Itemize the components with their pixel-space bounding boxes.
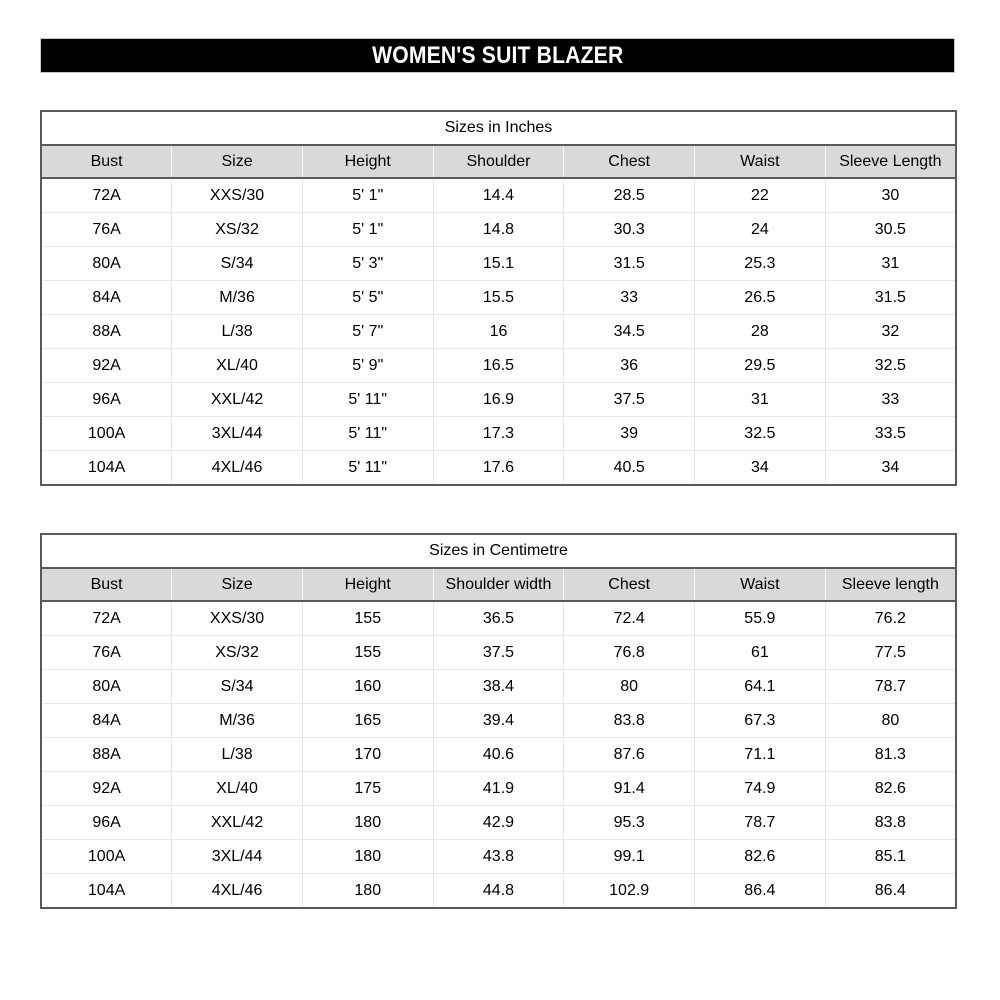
table-row bbox=[41, 772, 956, 806]
table-cell: 17.3 bbox=[433, 417, 564, 451]
table-row bbox=[41, 738, 956, 772]
table-cell: 32 bbox=[825, 315, 956, 349]
table-cell: 100A bbox=[41, 417, 172, 451]
table-cell: 31 bbox=[825, 247, 956, 281]
table-cell: 80A bbox=[41, 247, 172, 281]
table-cell: 100A bbox=[41, 840, 172, 874]
table-cell: 4XL/46 bbox=[172, 874, 303, 909]
table-cell: 92A bbox=[41, 349, 172, 383]
table-cell: 91.4 bbox=[564, 772, 695, 806]
table-cell: 72A bbox=[41, 601, 172, 636]
table-cell: 180 bbox=[302, 840, 433, 874]
table-cell: XL/40 bbox=[172, 772, 303, 806]
table-title: Sizes in Inches bbox=[41, 111, 956, 145]
table-cell: 42.9 bbox=[433, 806, 564, 840]
column-header: Sleeve Length bbox=[825, 145, 956, 178]
column-header: Waist bbox=[695, 568, 826, 601]
table-cell: 85.1 bbox=[825, 840, 956, 874]
table-cell: 74.9 bbox=[695, 772, 826, 806]
table-cell: 37.5 bbox=[564, 383, 695, 417]
table-cell: 165 bbox=[302, 704, 433, 738]
table-cell: 44.8 bbox=[433, 874, 564, 909]
column-header: Bust bbox=[41, 145, 172, 178]
table-cell: 5' 11" bbox=[302, 383, 433, 417]
table-cell: 14.4 bbox=[433, 178, 564, 213]
table-cell: 40.6 bbox=[433, 738, 564, 772]
table-cell: L/38 bbox=[172, 738, 303, 772]
table-cell: 32.5 bbox=[825, 349, 956, 383]
table-cell: 24 bbox=[695, 213, 826, 247]
column-header: Chest bbox=[564, 568, 695, 601]
table-cell: 16 bbox=[433, 315, 564, 349]
table-row bbox=[41, 349, 956, 383]
column-header: Size bbox=[172, 568, 303, 601]
table-cell: 84A bbox=[41, 704, 172, 738]
table-cell: 36 bbox=[564, 349, 695, 383]
table-row bbox=[41, 178, 956, 213]
table-cell: 80 bbox=[564, 670, 695, 704]
table-row bbox=[41, 840, 956, 874]
table-cell: 76.8 bbox=[564, 636, 695, 670]
table-row bbox=[41, 281, 956, 315]
table-cell: M/36 bbox=[172, 281, 303, 315]
table-cell: 88A bbox=[41, 738, 172, 772]
table-cell: 33.5 bbox=[825, 417, 956, 451]
table-cell: 86.4 bbox=[695, 874, 826, 909]
table-cell: 76A bbox=[41, 636, 172, 670]
column-header: Height bbox=[302, 568, 433, 601]
table-cell: 15.5 bbox=[433, 281, 564, 315]
table-cell: 88A bbox=[41, 315, 172, 349]
table-row bbox=[41, 874, 956, 909]
table-row bbox=[41, 315, 956, 349]
table-cell: 31.5 bbox=[825, 281, 956, 315]
table-cell: 5' 3" bbox=[302, 247, 433, 281]
table-cell: 30.3 bbox=[564, 213, 695, 247]
table-cell: 77.5 bbox=[825, 636, 956, 670]
table-cell: 84A bbox=[41, 281, 172, 315]
table-row bbox=[41, 806, 956, 840]
table-cell: 82.6 bbox=[825, 772, 956, 806]
page-title: WOMEN'S SUIT BLAZER bbox=[371, 41, 624, 69]
table-cell: 170 bbox=[302, 738, 433, 772]
table-cell: 78.7 bbox=[825, 670, 956, 704]
table-cell: 31.5 bbox=[564, 247, 695, 281]
table-cell: 55.9 bbox=[695, 601, 826, 636]
table-cell: 38.4 bbox=[433, 670, 564, 704]
table-cell: 33 bbox=[564, 281, 695, 315]
table-title-row bbox=[41, 534, 956, 568]
table-cell: M/36 bbox=[172, 704, 303, 738]
table-cell: XS/32 bbox=[172, 636, 303, 670]
table-cell: 82.6 bbox=[695, 840, 826, 874]
table-cell: 83.8 bbox=[564, 704, 695, 738]
column-header: Waist bbox=[695, 145, 826, 178]
table-cell: 95.3 bbox=[564, 806, 695, 840]
column-header: Shoulder bbox=[433, 145, 564, 178]
column-header: Shoulder width bbox=[433, 568, 564, 601]
size-table bbox=[40, 533, 957, 909]
table-cell: 96A bbox=[41, 806, 172, 840]
table-cell: 33 bbox=[825, 383, 956, 417]
table-cell: 87.6 bbox=[564, 738, 695, 772]
column-header: Size bbox=[172, 145, 303, 178]
table-cell: 175 bbox=[302, 772, 433, 806]
table-cell: 34 bbox=[695, 451, 826, 486]
table-cell: 26.5 bbox=[695, 281, 826, 315]
table-cell: 72.4 bbox=[564, 601, 695, 636]
table-cell: 39 bbox=[564, 417, 695, 451]
table-cell: 86.4 bbox=[825, 874, 956, 909]
table-cell: 160 bbox=[302, 670, 433, 704]
column-header: Bust bbox=[41, 568, 172, 601]
table-cell: 14.8 bbox=[433, 213, 564, 247]
table-cell: 3XL/44 bbox=[172, 417, 303, 451]
table-cell: 92A bbox=[41, 772, 172, 806]
table-cell: 37.5 bbox=[433, 636, 564, 670]
table-cell: 102.9 bbox=[564, 874, 695, 909]
table-cell: S/34 bbox=[172, 247, 303, 281]
table-cell: 155 bbox=[302, 636, 433, 670]
table-cell: 67.3 bbox=[695, 704, 826, 738]
page-title-banner bbox=[40, 38, 955, 73]
table-cell: 5' 5" bbox=[302, 281, 433, 315]
column-header: Height bbox=[302, 145, 433, 178]
table-cell: 5' 1" bbox=[302, 178, 433, 213]
table-cell: 80 bbox=[825, 704, 956, 738]
sizes-in-centimetre-table bbox=[40, 533, 957, 909]
table-cell: 16.5 bbox=[433, 349, 564, 383]
table-cell: S/34 bbox=[172, 670, 303, 704]
table-cell: 30.5 bbox=[825, 213, 956, 247]
table-cell: 76A bbox=[41, 213, 172, 247]
column-header: Sleeve length bbox=[825, 568, 956, 601]
table-cell: XL/40 bbox=[172, 349, 303, 383]
table-cell: XXL/42 bbox=[172, 806, 303, 840]
table-cell: 17.6 bbox=[433, 451, 564, 486]
table-cell: 180 bbox=[302, 874, 433, 909]
table-cell: 39.4 bbox=[433, 704, 564, 738]
table-cell: 61 bbox=[695, 636, 826, 670]
table-cell: 5' 7" bbox=[302, 315, 433, 349]
table-cell: 36.5 bbox=[433, 601, 564, 636]
size-table bbox=[40, 110, 957, 486]
table-row bbox=[41, 451, 956, 486]
table-cell: 25.3 bbox=[695, 247, 826, 281]
table-cell: 16.9 bbox=[433, 383, 564, 417]
table-cell: 99.1 bbox=[564, 840, 695, 874]
table-cell: 34 bbox=[825, 451, 956, 486]
table-cell: 15.1 bbox=[433, 247, 564, 281]
table-title-row bbox=[41, 111, 956, 145]
table-cell: 5' 11" bbox=[302, 417, 433, 451]
table-title: Sizes in Centimetre bbox=[41, 534, 956, 568]
table-cell: XXS/30 bbox=[172, 601, 303, 636]
table-cell: 3XL/44 bbox=[172, 840, 303, 874]
table-cell: 76.2 bbox=[825, 601, 956, 636]
table-row bbox=[41, 417, 956, 451]
table-cell: 180 bbox=[302, 806, 433, 840]
table-cell: 41.9 bbox=[433, 772, 564, 806]
table-row bbox=[41, 670, 956, 704]
table-row bbox=[41, 213, 956, 247]
table-cell: 64.1 bbox=[695, 670, 826, 704]
table-cell: 155 bbox=[302, 601, 433, 636]
table-cell: 43.8 bbox=[433, 840, 564, 874]
table-row bbox=[41, 704, 956, 738]
table-row bbox=[41, 636, 956, 670]
table-cell: 4XL/46 bbox=[172, 451, 303, 486]
table-cell: 96A bbox=[41, 383, 172, 417]
table-cell: 40.5 bbox=[564, 451, 695, 486]
table-row bbox=[41, 383, 956, 417]
sizes-in-inches-table bbox=[40, 110, 957, 486]
table-row bbox=[41, 247, 956, 281]
table-header-row bbox=[41, 145, 956, 178]
table-cell: 80A bbox=[41, 670, 172, 704]
table-cell: 78.7 bbox=[695, 806, 826, 840]
table-cell: 32.5 bbox=[695, 417, 826, 451]
table-cell: 30 bbox=[825, 178, 956, 213]
table-cell: 28.5 bbox=[564, 178, 695, 213]
table-header-row bbox=[41, 568, 956, 601]
table-row bbox=[41, 601, 956, 636]
table-cell: 31 bbox=[695, 383, 826, 417]
table-cell: 22 bbox=[695, 178, 826, 213]
table-cell: 34.5 bbox=[564, 315, 695, 349]
table-cell: 83.8 bbox=[825, 806, 956, 840]
table-cell: 28 bbox=[695, 315, 826, 349]
table-cell: 104A bbox=[41, 451, 172, 486]
column-header: Chest bbox=[564, 145, 695, 178]
table-cell: 5' 1" bbox=[302, 213, 433, 247]
table-cell: XXS/30 bbox=[172, 178, 303, 213]
table-cell: 5' 11" bbox=[302, 451, 433, 486]
table-cell: 104A bbox=[41, 874, 172, 909]
table-cell: L/38 bbox=[172, 315, 303, 349]
table-cell: 81.3 bbox=[825, 738, 956, 772]
table-cell: 29.5 bbox=[695, 349, 826, 383]
table-cell: XXL/42 bbox=[172, 383, 303, 417]
table-cell: 72A bbox=[41, 178, 172, 213]
table-cell: XS/32 bbox=[172, 213, 303, 247]
table-cell: 5' 9" bbox=[302, 349, 433, 383]
table-cell: 71.1 bbox=[695, 738, 826, 772]
